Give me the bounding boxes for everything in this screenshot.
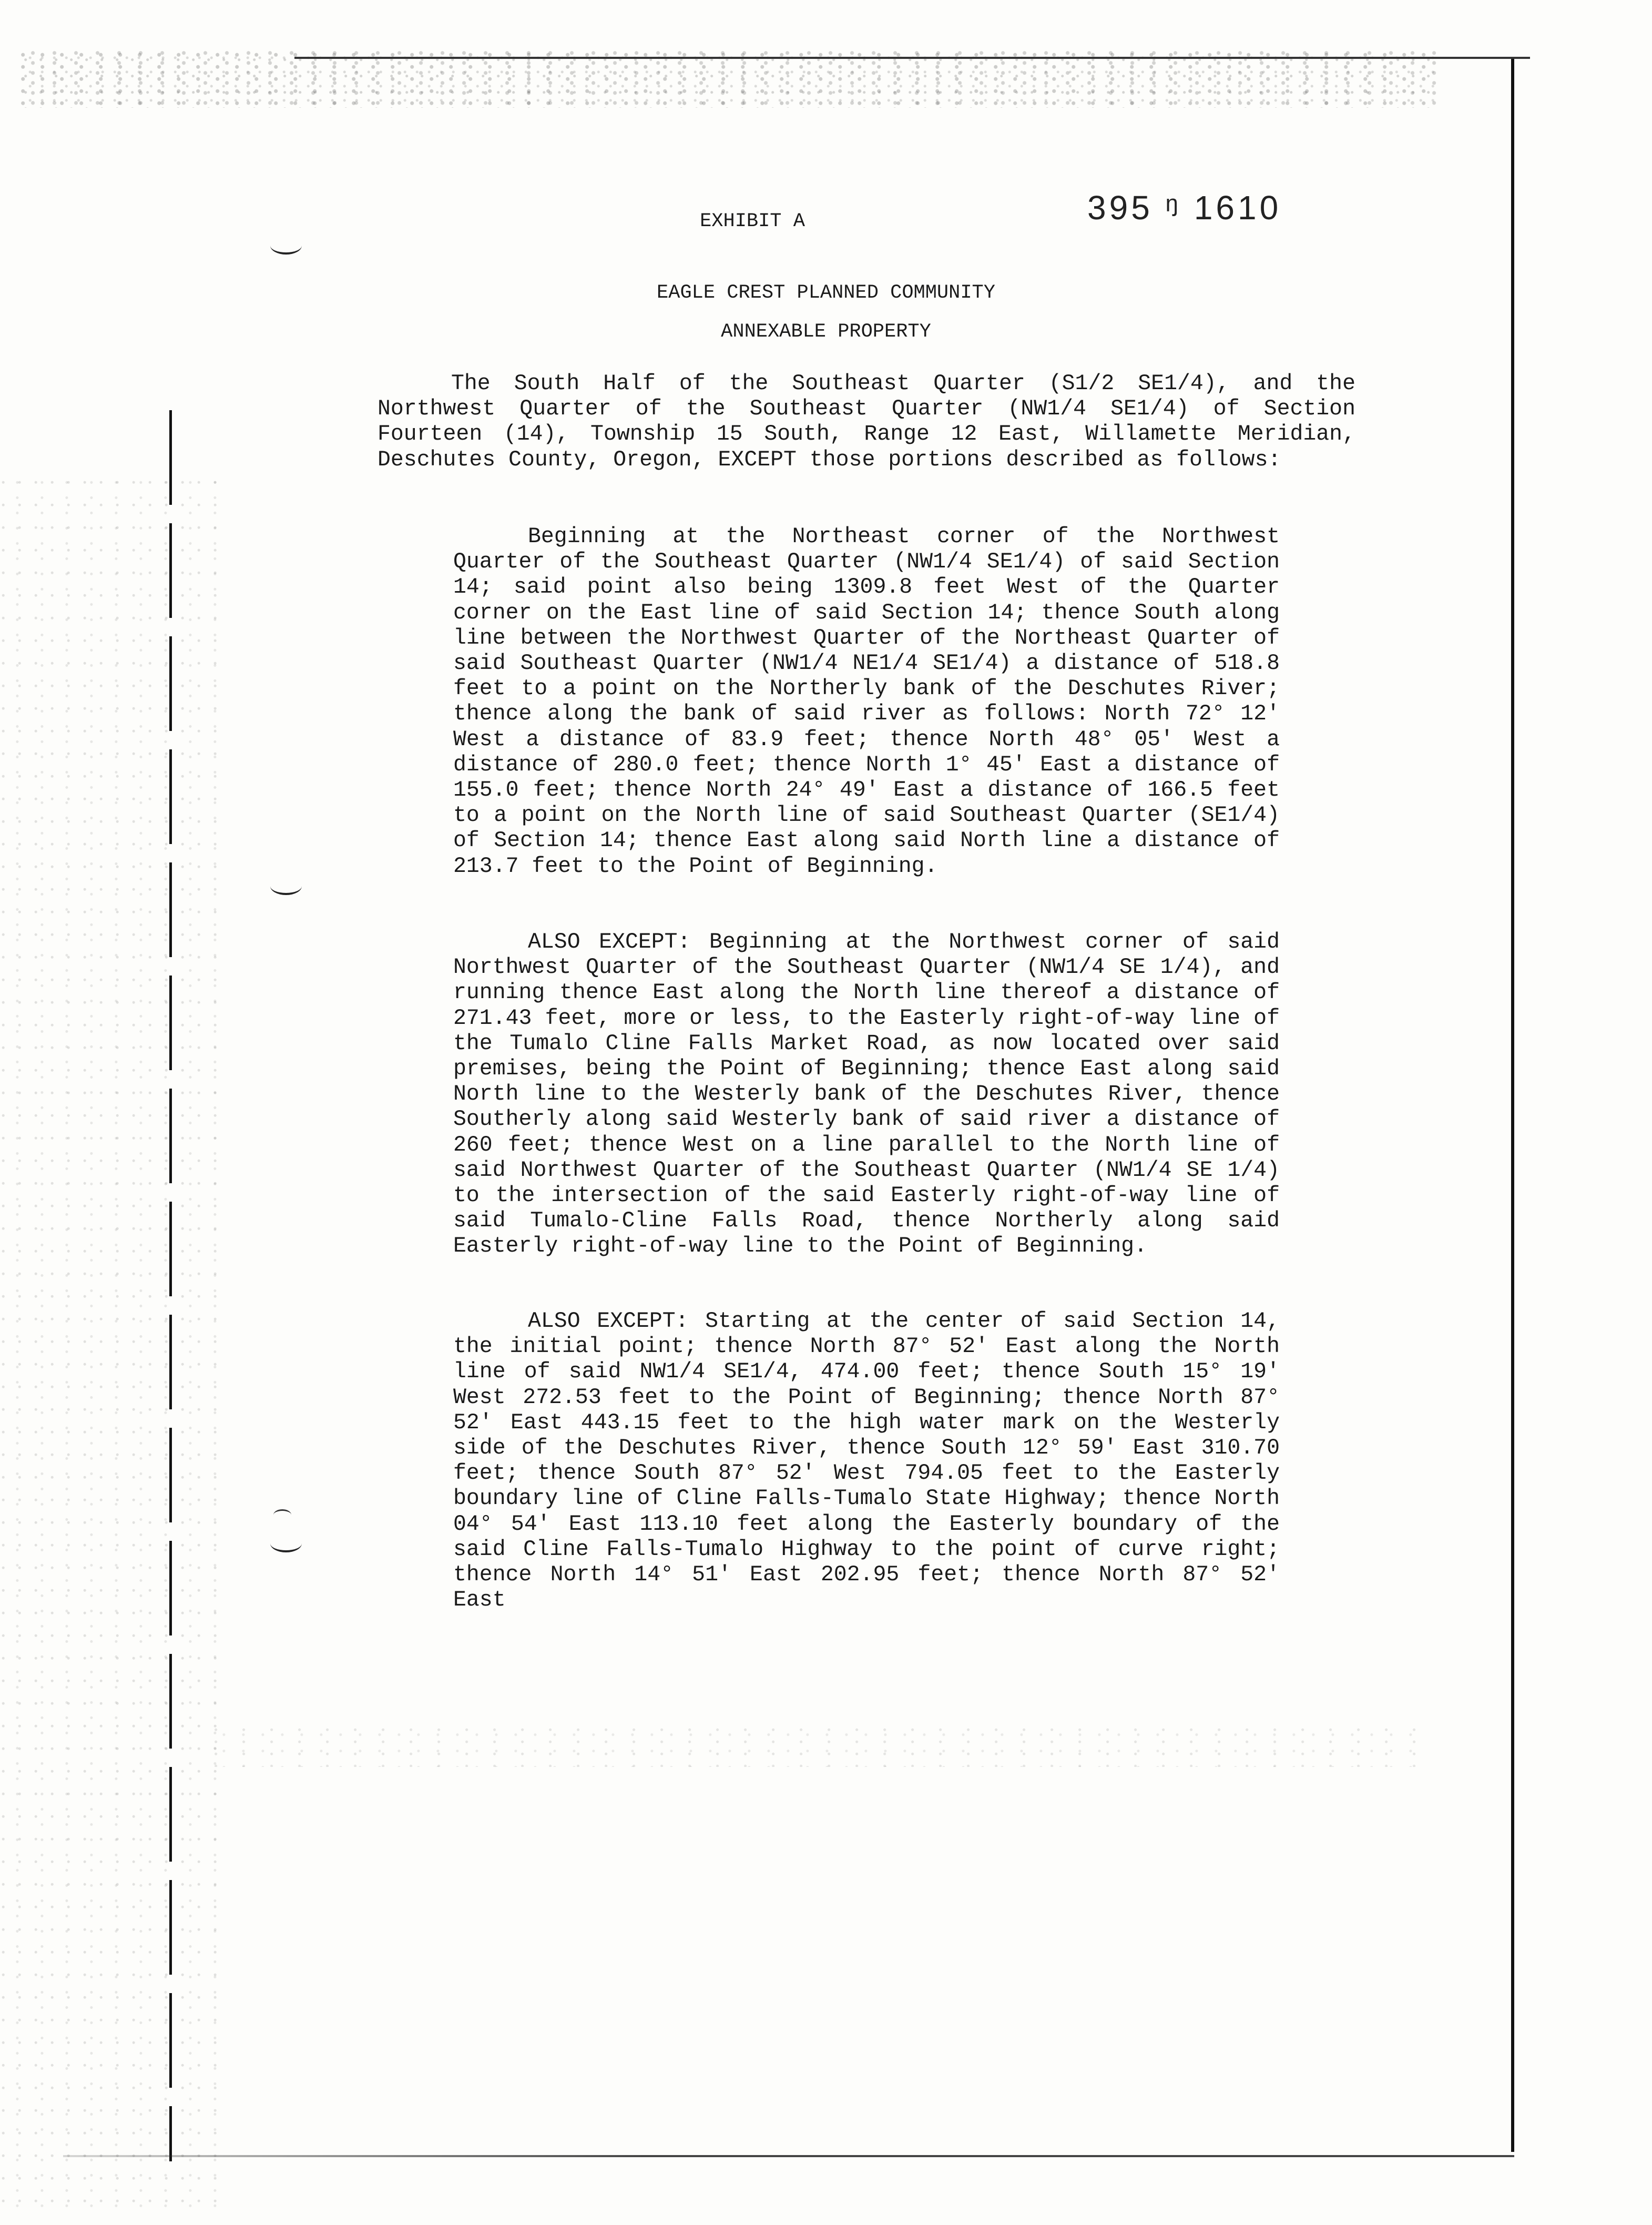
exception-paragraph-2: ALSO EXCEPT: Beginning at the Northwest corner of said Northwest Quarter of the Southeast Quarter (NW1/4 SE 1/4), and running thence East along the North line thereof a distance of 271.43 feet, more or less, to the Easterly right-of-way line of the Tumalo Cline Falls Market Road, as now located over said premises, being the Point of Beginning; thence East along said North line to the Westerly bank of the Deschutes River, thence Southerly along said Westerly bank of said river a distance of 260 feet; thence West on a line parallel to the North line of said Northwest Quarter of the Southeast Quarter (NW1/4 SE 1/4) to the intersection of the said Easterly right-of-way line of said Tumalo-Cline Falls Road, thence Northerly along said Easterly right-of-way line to the Point of Beginning. [453,930,1280,1259]
scan-noise-left [0,473,221,2209]
exception-paragraph-1: Beginning at the Northeast corner of the Northwest Quarter of the Southeast Quarter (NW1/4 SE1/4) of said Section 14; said point also being 1309.8 feet West of the Quarter corner on the East line of said Section 14; thence South along line between the Northwest Quarter of the Northeast Quarter of said Southeast Quarter (NW1/4 NE1/4 SE1/4) a distance of 518.8 feet to a point on the Northerly bank of the Deschutes River; thence along the bank of said river as follows: North 72° 12' West a distance of 83.9 feet; thence North 48° 05' West a distance of 280.0 feet; thence North 1° 45' East a distance of 155.0 feet; thence North 24° 49' East a distance of 166.5 feet to a point on the North line of said Southeast Quarter (SE1/4) of Section 14; thence East along said North line a distance of 213.7 feet to the Point of Beginning. [453,524,1280,879]
scan-noise-bottom [210,1725,1420,1767]
document-title: EAGLE CREST PLANNED COMMUNITY [657,282,995,304]
punch-hole-mark [270,237,302,255]
document-number: 395 ᵑ 1610 [1087,189,1282,227]
left-border-line [169,410,172,2161]
bottom-edge-line [63,2155,1514,2157]
right-border-line [1511,59,1514,2152]
punch-hole-mark [270,1535,302,1552]
document-subtitle: ANNEXABLE PROPERTY [721,321,931,343]
intro-paragraph: The South Half of the Southeast Quarter (S1/2 SE1/4), and the Northwest Quarter of the Southeast Quarter (NW1/4 SE1/4) of Section Fourteen (14), Township 15 South, Range 12 East, Willamette Meridian, Deschutes County, Oregon, EXCEPT those portions described as follows: [378,371,1355,472]
exception-paragraph-3: ALSO EXCEPT: Starting at the center of said Section 14, the initial point; thence North 87° 52' East along the North line of said NW1/4 SE1/4, 474.00 feet; thence South 15° 19' West 272.53 feet to the Point of Beginning; thence North 87° 52' East 443.15 feet to the high water mark on the Westerly side of the Deschutes River, thence South 12° 59' East 310.70 feet; thence South 87° 52' West 794.05 feet to the Easterly boundary line of Cline Falls-Tumalo State Highway; thence North 04° 54' East 113.10 feet along the Easterly boundary of the said Cline Falls-Tumalo Highway to the point of curve right; thence North 14° 51' East 202.95 feet; thence North 87° 52' East [453,1309,1280,1613]
punch-hole-mark [270,877,302,895]
punch-hole-mark [273,1509,291,1520]
exhibit-label: EXHIBIT A [700,210,805,232]
top-edge-line [294,57,1530,59]
